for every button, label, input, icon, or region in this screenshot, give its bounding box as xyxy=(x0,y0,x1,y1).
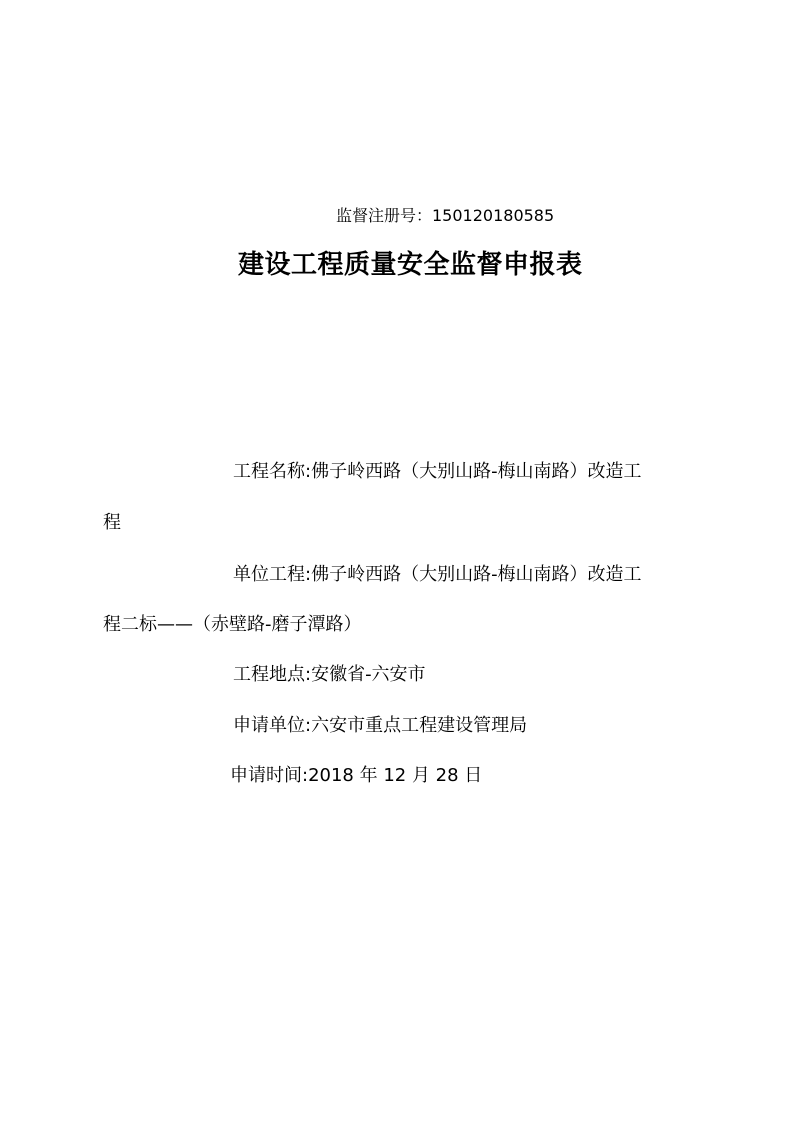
applicant-unit: 申请单位:六安市重点工程建设管理局 xyxy=(233,715,528,736)
project-name-line-1: 工程名称:佛子岭西路（大别山路-梅山南路）改造工 xyxy=(233,461,642,482)
project-location: 工程地点:安徽省-六安市 xyxy=(233,664,426,685)
application-date: 申请时间:2018 年 12 月 28 日 xyxy=(230,765,483,786)
project-name-line-2: 程 xyxy=(103,512,121,533)
registration-number: 监督注册号：150120180585 xyxy=(336,206,555,225)
unit-project-line-2: 程二标——（赤壁路-磨子潭路） xyxy=(103,614,362,635)
document-title: 建设工程质量安全监督申报表 xyxy=(238,250,583,280)
unit-project-line-1: 单位工程:佛子岭西路（大别山路-梅山南路）改造工 xyxy=(233,564,642,585)
